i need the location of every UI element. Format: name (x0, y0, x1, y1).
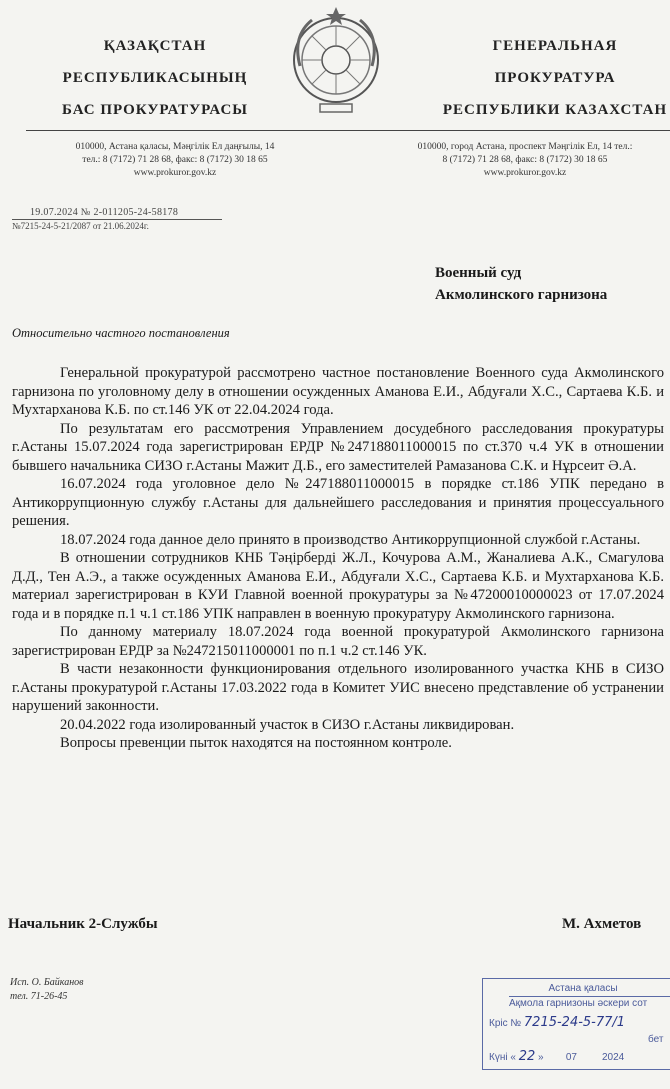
registration-underline (12, 219, 222, 220)
executor-info (10, 976, 84, 1004)
address-left (40, 141, 310, 180)
state-emblem-icon (290, 6, 382, 124)
header-left-line-1: ҚАЗАҚСТАН (103, 38, 207, 54)
body-paragraph: 18.07.2024 года данное дело принято в производство Антикоррупционной службой г.Астаны. (60, 531, 641, 548)
body-paragraph: 16.07.2024 года уголовное дело №247188011000015 в порядке ст.186 УПК передано в Антикоррупционную службу г.Астаны для дальнейшего расследования и принятия процессуального решения. (12, 476, 664, 529)
header-divider (26, 130, 670, 131)
executor-phone: тел. 71-26-45 (10, 991, 68, 1002)
stamp-date-row (489, 1049, 624, 1064)
address-right-line-2: 8 (7172) 71 28 68, факс: 8 (7172) 30 18 65 (442, 155, 608, 165)
address-left-line-2: тел.: 8 (7172) 71 28 68, факс: 8 (7172) 30 18 65 (82, 155, 268, 165)
body-paragraph: В отношении сотрудников КНБ Тәңірберді Ж.Л., Кочурова А.М., Жаналиева А.К., Смагулова Д.Д., Тен А.Э., а также осужденных Аманова Е.И., Абдуғали Х.С., Сартаева К.Б. и Мухтарханова К.Б. материал зарегистрирован в КУИ Главной военной прокуратуры за №47200010000023 от 17.07.2024 года и в порядке п.1 ч.1 ст.186 УПК направлен в военную прокуратуру Акмолинского гарнизона. (12, 550, 664, 622)
stamp-date-label: Күні « (489, 1052, 516, 1063)
header-left (20, 30, 290, 126)
header-right-line-2: ПРОКУРАТУРА (494, 70, 616, 86)
stamp-date-day: 22 (518, 1049, 536, 1064)
executor-name: Исп. О. Байканов (10, 977, 84, 988)
stamp-court: Ақмола гарнизоны әскери сот (509, 996, 670, 1009)
header-right-line-1: ГЕНЕРАЛЬНАЯ (492, 38, 618, 54)
address-right-line-1: 010000, город Астана, проспект Мәңгілік Ел, 14 тел.: (417, 142, 633, 152)
stamp-in-label: Кріс № (489, 1018, 522, 1029)
body-paragraph: По данному материалу 18.07.2024 года военной прокуратурой Акмолинского гарнизона зарегистрирован ЕРДР за №247215011000001 по п.1 ч.2 ст.146 УК. (12, 624, 664, 659)
stamp-date-year: 2024 (601, 1052, 625, 1063)
subject-line: Относительно частного постановления (12, 326, 230, 340)
letter-body (12, 364, 664, 753)
body-paragraph: По результатам его рассмотрения Управлением досудебного расследования прокуратуры г.Астаны 15.07.2024 года зарегистрирован ЕРДР №247188011000015 по ст.370 ч.4 УК в отношении бывшего начальника СИЗО г.Астаны Мажит Д.Б., его заместителей Рамазанова С.К. и Нұрсеит Ә.А. (12, 420, 664, 474)
stamp-pages: бет (648, 1034, 664, 1045)
stamp-date-month: 07 (565, 1052, 577, 1063)
stamp-incoming-row (489, 1015, 625, 1030)
header-left-line-3: БАС ПРОКУРАТУРАСЫ (61, 102, 249, 118)
header-right-line-3: РЕСПУБЛИКИ КАЗАХСТАН (442, 102, 668, 118)
address-right-website: www.prokuror.gov.kz (483, 168, 567, 178)
body-paragraph: Вопросы превенции пыток находятся на постоянном контроле. (60, 735, 452, 751)
header-right (420, 30, 670, 126)
outgoing-number: 19.07.2024 № 2-011205-24-58178 (30, 207, 179, 218)
stamp-in-number: 7215-24-5-77/1 (523, 1015, 626, 1030)
addressee-line-2: Акмолинского гарнизона (435, 287, 608, 303)
address-left-website: www.prokuror.gov.kz (133, 168, 217, 178)
body-paragraph: 20.04.2022 года изолированный участок в СИЗО г.Астаны ликвидирован. (60, 716, 515, 733)
header-left-line-2: РЕСПУБЛИКАСЫНЫҢ (62, 70, 248, 86)
addressee (435, 262, 607, 306)
signatory-position: Начальник 2-Службы (8, 916, 158, 932)
stamp-city: Астана қаласы (548, 983, 618, 994)
body-paragraph: Генеральной прокуратурой рассмотрено частное постановление Военного суда Акмолинского гарнизона по уголовному делу в отношении осужденных Аманова Е.И., Абдуғали Х.С., Сартаева К.Б. и Мухтарханова К.Б. по ст.146 УК от 22.04.2024 года. (12, 365, 664, 418)
address-left-line-1: 010000, Астана қаласы, Мәңгілік Ел даңғылы, 14 (75, 142, 275, 152)
body-paragraph: В части незаконности функционирования отдельного изолированного участка КНБ в СИЗО г.Астаны прокуратурой г.Астаны 17.03.2022 года в Комитет УИС внесено представление об устранении нарушений законности. (12, 661, 664, 714)
signatory-name: М. Ахметов (562, 916, 642, 932)
stamp-date-sep: » (538, 1052, 544, 1063)
registration-stamp (482, 978, 670, 1070)
address-right (360, 141, 670, 180)
reference-number: №7215-24-5-21/2087 от 21.06.2024г. (12, 221, 149, 231)
addressee-line-1: Военный суд (435, 265, 522, 281)
